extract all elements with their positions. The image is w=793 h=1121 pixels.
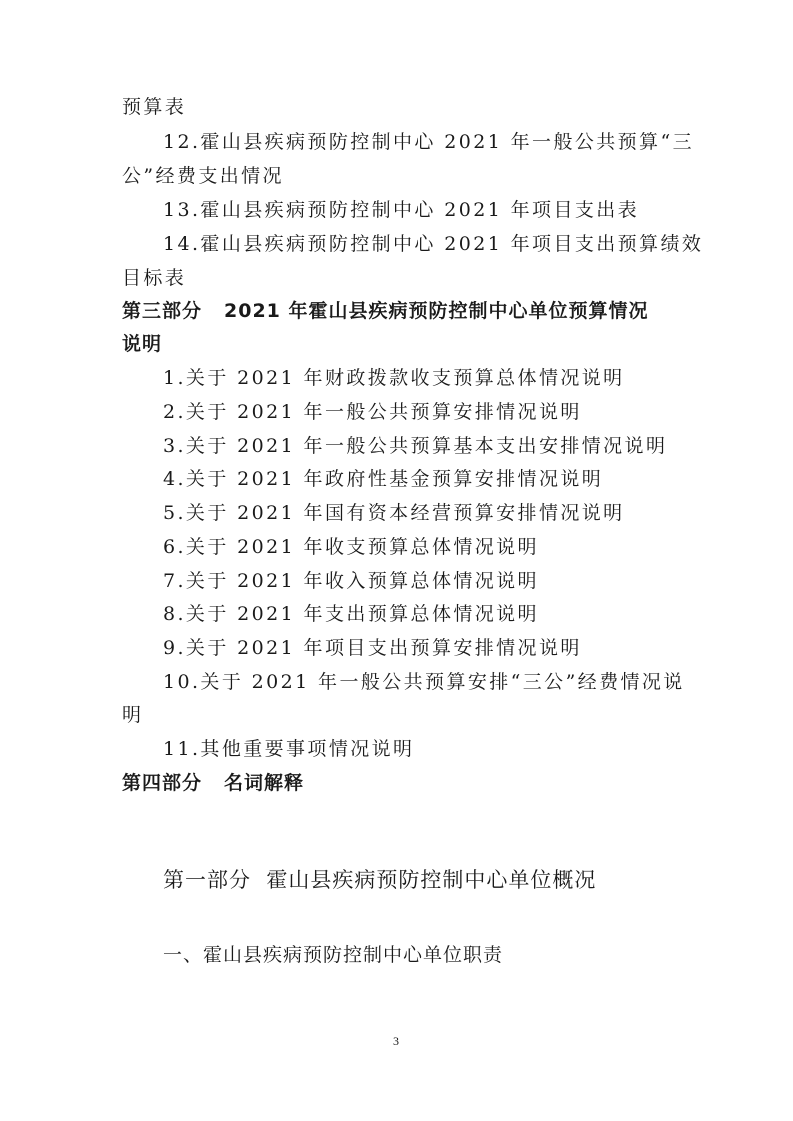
toc-item-p3-4: 4.关于 2021 年政府性基金预算安排情况说明 [163,468,604,490]
toc-item-12-continued: 公”经费支出情况 [122,165,284,187]
part4-heading [122,771,304,795]
toc-item-p3-8: 8.关于 2021 年支出预算总体情况说明 [163,603,539,625]
toc-item-14: 14.霍山县疾病预防控制中心 2021 年项目支出预算绩效 [163,233,704,255]
toc-item-p3-10: 10.关于 2021 年一般公共预算安排“三公”经费情况说 [163,671,685,693]
part3-label: 第三部分 [122,300,203,322]
toc-item-p3-11: 11.其他重要事项情况说明 [163,738,415,760]
toc-item-p3-5: 5.关于 2021 年国有资本经营预算安排情况说明 [163,502,625,524]
toc-item-13: 13.霍山县疾病预防控制中心 2021 年项目支出表 [163,199,640,221]
toc-line: 预算表 [122,96,187,118]
toc-item-14-continued: 目标表 [122,267,187,289]
toc-item-p3-9: 9.关于 2021 年项目支出预算安排情况说明 [163,637,582,659]
section-subheading: 一、霍山县疾病预防控制中心单位职责 [163,944,504,966]
toc-item-p3-3: 3.关于 2021 年一般公共预算基本支出安排情况说明 [163,435,668,457]
section-heading: 第一部分 霍山县疾病预防控制中心单位概况 [163,868,597,892]
page-number: 3 [393,1034,399,1048]
part3-heading [122,299,649,323]
toc-item-p3-10-continued: 明 [122,704,144,726]
toc-item-p3-2: 2.关于 2021 年一般公共预算安排情况说明 [163,401,582,423]
part3-title: 2021 年霍山县疾病预防控制中心单位预算情况 [224,300,649,322]
part3-title-continued: 说明 [122,333,163,355]
part4-label: 第四部分 [122,772,203,794]
toc-item-12: 12.霍山县疾病预防控制中心 2021 年一般公共预算“三 [163,131,694,153]
toc-item-p3-1: 1.关于 2021 年财政拨款收支预算总体情况说明 [163,367,625,389]
toc-item-p3-7: 7.关于 2021 年收入预算总体情况说明 [163,570,539,592]
part4-title: 名词解释 [224,772,305,794]
toc-item-p3-6: 6.关于 2021 年收支预算总体情况说明 [163,536,539,558]
